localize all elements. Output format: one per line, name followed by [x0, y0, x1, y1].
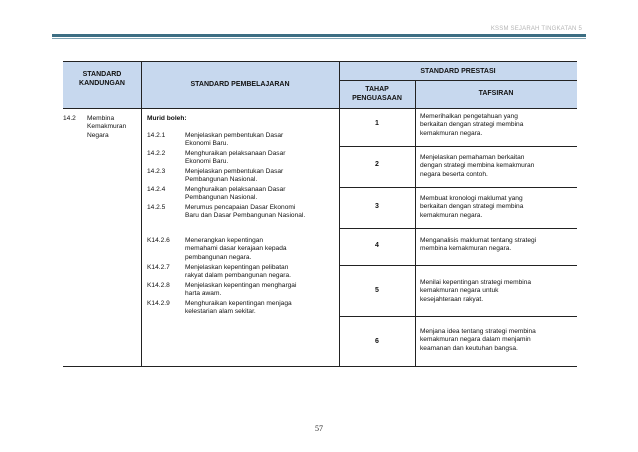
header-tafsiran: TAFSIRAN	[478, 90, 514, 97]
learning-standard-text	[185, 204, 335, 221]
learning-standard-line: Menjelaskan kepentingan pelibatan	[185, 264, 289, 271]
learning-standard-line: Baru dan Dasar Pembangunan Nasional.	[185, 212, 306, 220]
performance-description-line: dengan strategi membina kemakmuran	[420, 162, 535, 170]
header-rule	[52, 34, 586, 37]
level-divider-5	[339, 316, 577, 317]
learning-standard-line: Menghuraikan pelaksanaan Dasar	[185, 150, 286, 157]
learning-standard-code: 14.2.3	[147, 168, 166, 175]
learning-standard-line: Menerangkan kepentingan	[185, 237, 264, 244]
header-standard-prestasi: STANDARD PRESTASI	[420, 68, 496, 75]
content-standard-title-line3: Negara	[87, 131, 109, 139]
learning-standard-code: K14.2.9	[147, 300, 170, 307]
performance-description-line: Menjana idea tentang strategi membina	[420, 328, 536, 335]
performance-level-number: 2	[375, 161, 379, 168]
performance-level-description	[420, 279, 572, 304]
performance-description-line: kemakmuran negara.	[420, 211, 483, 219]
performance-description-line: kesejahteraan rakyat.	[420, 295, 484, 303]
learning-standard-code: K14.2.8	[147, 282, 170, 289]
performance-description-line: keamanan dan keutuhan bangsa.	[420, 344, 518, 352]
learning-standard-text	[185, 300, 335, 317]
learning-standard-line: Pembangunan Nasional.	[185, 176, 258, 184]
col-divider-1	[141, 62, 142, 366]
learning-standard-text	[185, 237, 335, 262]
header-standard-pembelajaran: STANDARD PEMBELAJARAN	[190, 81, 290, 88]
learning-standard-line: Menghuraikan pelaksanaan Dasar	[185, 186, 286, 193]
level-divider-2	[339, 187, 577, 188]
learning-standard-text	[185, 168, 335, 185]
learning-standard-line: Menjelaskan pembentukan Dasar	[185, 132, 284, 139]
performance-description-line: Menjelaskan pemahaman berkaitan	[420, 154, 525, 161]
performance-level-description	[420, 237, 572, 254]
content-standard-title	[87, 115, 137, 140]
performance-description-line: berkaitan dengan strategi membina	[420, 203, 524, 211]
learning-intro: Murid boleh:	[147, 115, 187, 122]
running-header: KSSM SEJARAH TINGKATAN 5	[490, 26, 582, 32]
learning-standard-line: Menjelaskan kepentingan menghargai	[185, 282, 297, 289]
performance-description-line: Memerihalkan pengetahuan yang	[420, 113, 518, 120]
header-standard-kandungan-line1: STANDARD	[82, 71, 122, 78]
learning-standard-code: 14.2.4	[147, 186, 166, 193]
learning-standard-code: K14.2.6	[147, 237, 170, 244]
performance-level-number: 6	[375, 338, 379, 345]
performance-level-number: 3	[375, 203, 379, 210]
learning-standard-line: Ekonomi Baru.	[185, 140, 229, 148]
learning-standard-line: Merumus pencapaian Dasar Ekonomi	[185, 204, 296, 211]
performance-level-number: 4	[375, 242, 379, 249]
learning-standard-text	[185, 132, 335, 149]
header-vdivider-tafsiran	[415, 81, 416, 108]
level-divider-1	[339, 146, 577, 147]
performance-description-line: berkaitan dengan strategi membina	[420, 121, 524, 129]
learning-standard-line: memahami dasar kerajaan kepada	[185, 245, 287, 253]
learning-standard-line: rakyat dalam pembangunan negara.	[185, 272, 291, 280]
learning-standard-text	[185, 150, 335, 167]
header-rule-thin	[52, 38, 586, 39]
learning-standard-line: kelestarian alam sekitar.	[185, 308, 256, 316]
learning-standard-text	[185, 186, 335, 203]
col-divider-2	[339, 62, 340, 366]
level-divider-3	[339, 228, 577, 229]
learning-standard-code: 14.2.5	[147, 204, 166, 211]
learning-standard-line: Ekonomi Baru.	[185, 158, 229, 166]
learning-standard-line: harta awam.	[185, 290, 222, 298]
learning-standard-code: K14.2.7	[147, 264, 170, 271]
performance-description-line: Menilai kepentingan strategi membina	[420, 279, 532, 286]
performance-level-number: 1	[375, 120, 379, 127]
performance-level-description	[420, 113, 572, 138]
header-standard-kandungan-line2: KANDUNGAN	[79, 80, 125, 87]
performance-level-description	[420, 154, 572, 179]
performance-description-line: kemakmuran negara untuk	[420, 287, 499, 295]
learning-standard-line: Menjelaskan pembentukan Dasar	[185, 168, 284, 175]
header-standard-kandungan	[63, 70, 141, 88]
performance-level-description	[420, 195, 572, 220]
performance-description-line: Menganalisis maklumat tentang strategi	[420, 237, 537, 244]
page-number: 57	[315, 424, 323, 433]
performance-description-line: Membuat kronologi maklumat yang	[420, 195, 523, 202]
level-divider-4	[339, 265, 577, 266]
header-tahap-line1: TAHAP	[365, 86, 389, 93]
learning-standard-line: pembangunan negara.	[185, 253, 252, 261]
header-tahap-penguasaan	[339, 85, 415, 103]
header-tahap-line2: PENGUASAAN	[352, 95, 402, 102]
content-standard-title-line1: Membina	[87, 115, 115, 122]
learning-standard-code: 14.2.1	[147, 132, 166, 139]
performance-level-description	[420, 328, 572, 353]
content-standard-number: 14.2	[63, 115, 76, 122]
learning-standard-code: 14.2.2	[147, 150, 166, 157]
performance-description-line: membina kemakmuran negara.	[420, 245, 512, 253]
performance-description-line: negara beserta contoh.	[420, 170, 488, 178]
learning-standard-text	[185, 264, 335, 281]
content-standard-title-line2: Kemakmuran	[87, 123, 127, 131]
performance-description-line: kemakmuran negara dalam menjamin	[420, 336, 531, 344]
curriculum-table	[63, 61, 577, 367]
learning-standard-line: Menghuraikan kepentingan menjaga	[185, 300, 292, 307]
learning-standard-text	[185, 282, 335, 299]
performance-level-number: 5	[375, 287, 379, 294]
performance-description-line: kemakmuran negara.	[420, 129, 483, 137]
learning-standard-line: Pembangunan Nasional.	[185, 194, 258, 202]
header-subdivider	[339, 80, 577, 81]
